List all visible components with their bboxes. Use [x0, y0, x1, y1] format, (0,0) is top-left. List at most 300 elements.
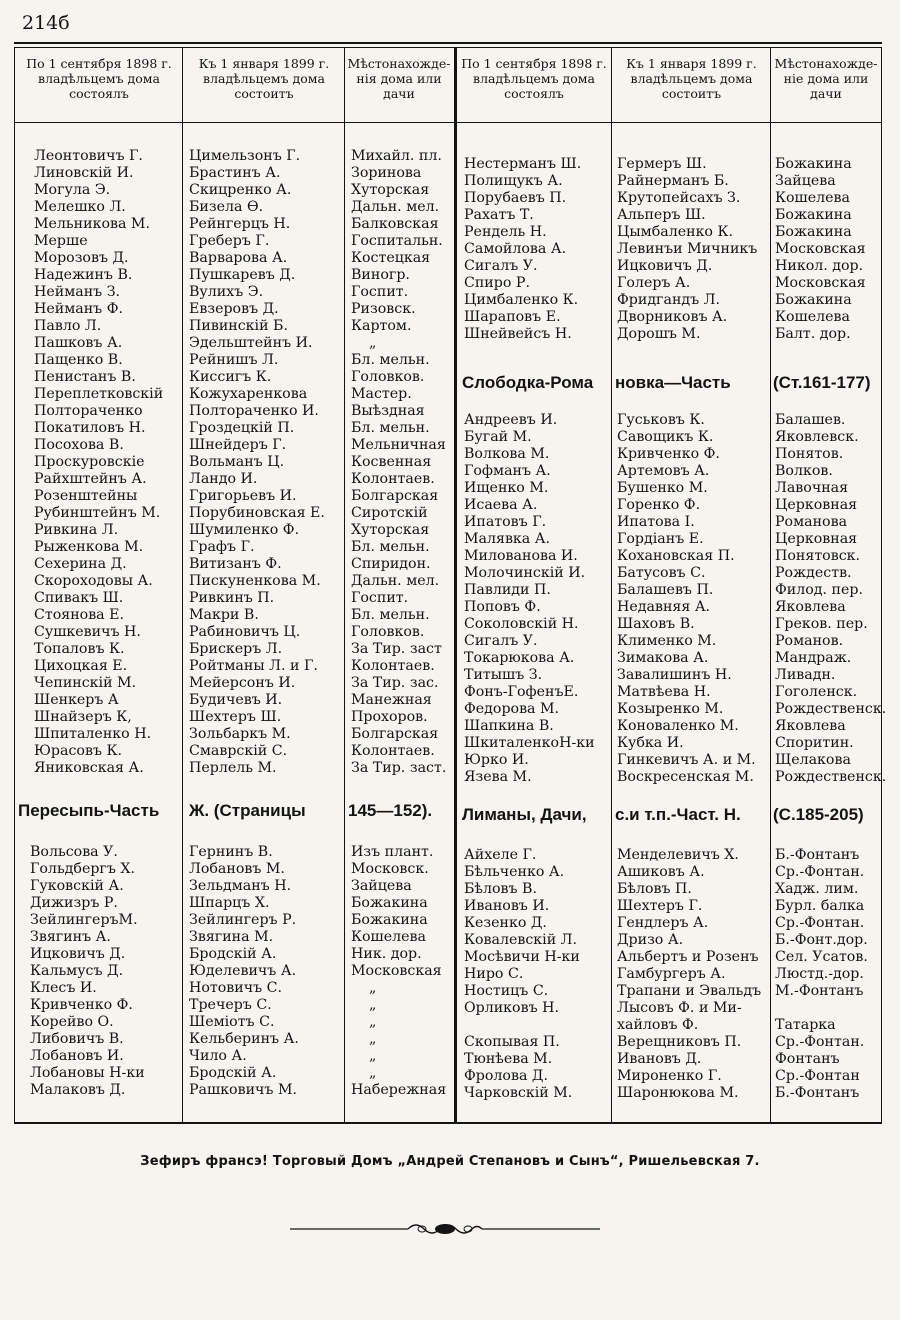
cell-owner-1899: Скицренко А. — [189, 182, 292, 198]
cell-owner-1899: Шпарцъ Х. — [189, 895, 270, 911]
cell-owner-1898: Шпиталенко Н. — [34, 726, 152, 742]
cell-owner-1898: ЗейлингеръМ. — [30, 912, 138, 928]
cell-owner-1898: Милованова И. — [464, 548, 578, 564]
cell-owner-1898: Тюнѣева М. — [464, 1051, 553, 1067]
cell-owner-1899: Артемовъ А. — [617, 463, 710, 479]
cell-owner-1899: Вольманъ Ц. — [189, 454, 285, 470]
cell-owner-1898: Нестерманъ Ш. — [464, 156, 582, 172]
cell-owner-1899: Кривченко Ф. — [617, 446, 720, 462]
cell-owner-1898: Скопывая П. — [464, 1034, 560, 1050]
cell-owner-1899: Бушенко М. — [617, 480, 708, 496]
table-top-rule — [14, 42, 882, 44]
cell-owner-1899: Бродскій А. — [189, 1065, 277, 1081]
cell-location: Московская — [351, 963, 442, 979]
section-heading: с.и т.п.-Част. Н. — [615, 805, 741, 824]
cell-owner-1898: Молочинскій И. — [464, 565, 586, 581]
cell-owner-1898: Кривченко Ф. — [30, 997, 133, 1013]
cell-location: Балт. дор. — [775, 326, 851, 342]
cell-location: Выѣздная — [351, 403, 425, 419]
ornament-divider — [290, 1218, 600, 1240]
cell-owner-1899: Шнейдеръ Г. — [189, 437, 287, 453]
cell-owner-1899: Эдельштейнъ И. — [189, 335, 313, 351]
cell-location: Московск. — [351, 861, 429, 877]
cell-location: Зайцева — [351, 878, 412, 894]
cell-owner-1898: Ниро С. — [464, 966, 524, 982]
cell-owner-1899: Шехтеръ Г. — [617, 898, 703, 914]
cell-owner-1898: Цимбаленко К. — [464, 292, 579, 308]
cell-owner-1898: Рендель Н. — [464, 224, 547, 240]
cell-location: Рождеств. — [775, 565, 852, 581]
cell-location: Божакина — [775, 224, 852, 240]
cell-owner-1899: Чило А. — [189, 1048, 247, 1064]
cell-location: Ник. дор. — [351, 946, 422, 962]
cell-owner-1899: Крутопейсахъ З. — [617, 190, 741, 206]
cell-location: Колонтаев. — [351, 658, 435, 674]
cell-owner-1899: Вулихъ Э. — [189, 284, 264, 300]
cell-owner-1899: Ипатова І. — [617, 514, 695, 530]
cell-owner-1898: Пашковъ А. — [34, 335, 123, 351]
column-rule — [611, 47, 612, 1124]
cell-location: Кошелева — [775, 190, 850, 206]
cell-owner-1899: Альбертъ и Розенъ — [617, 949, 759, 965]
cell-location: Гоголенск. — [775, 684, 858, 700]
cell-location: „ — [369, 980, 377, 996]
cell-owner-1899: Шехтеръ Ш. — [189, 709, 282, 725]
cell-location: Кошелева — [775, 309, 850, 325]
cell-location: Хуторская — [351, 182, 430, 198]
section-heading: (Ст.161-177) — [773, 373, 871, 392]
cell-location: Ср.-Фонтан. — [775, 915, 865, 931]
cell-owner-1898: Посохова В. — [34, 437, 124, 453]
cell-owner-1898: Лобановы Н-ки — [30, 1065, 145, 1081]
column-header-new-owner: Къ 1 января 1899 г. владѣльцемъ дома состоитъ — [626, 56, 757, 101]
cell-location: Колонтаев. — [351, 471, 435, 487]
cell-location: Яковлева — [775, 599, 846, 615]
cell-owner-1898: Шараповъ Е. — [464, 309, 561, 325]
cell-owner-1899: Гернинъ В. — [189, 844, 273, 860]
cell-location: Балковская — [351, 216, 439, 232]
cell-owner-1899: Кубка И. — [617, 735, 684, 751]
cell-location: Спиридон. — [351, 556, 431, 572]
cell-owner-1898: Соколовскій Н. — [464, 616, 579, 632]
cell-location: Виногр. — [351, 267, 410, 283]
cell-location: Бл. мельн. — [351, 352, 430, 368]
cell-owner-1898: Ивановъ И. — [464, 898, 550, 914]
cell-location: Люстд.-дор. — [775, 966, 864, 982]
cell-owner-1898: Чарковскій М. — [464, 1085, 573, 1101]
cell-location: Греков. пер. — [775, 616, 868, 632]
cell-owner-1898: Вольсова У. — [30, 844, 118, 860]
cell-location: „ — [369, 1048, 377, 1064]
cell-owner-1899: Пискуненкова М. — [189, 573, 321, 589]
column-rule — [454, 47, 457, 1124]
cell-owner-1899: Голеръ А. — [617, 275, 691, 291]
cell-owner-1898: Проскуровскіе — [34, 454, 145, 470]
cell-owner-1899: Цымбаленко К. — [617, 224, 733, 240]
cell-owner-1898: Могула Э. — [34, 182, 111, 198]
cell-owner-1899: Кельберинъ А. — [189, 1031, 299, 1047]
cell-owner-1899: Ицковичъ Д. — [617, 258, 713, 274]
cell-owner-1898: Ищенко М. — [464, 480, 549, 496]
cell-owner-1899: Пивинскій Б. — [189, 318, 288, 334]
cell-location: Прохоров. — [351, 709, 428, 725]
cell-owner-1899: Полтораченко И. — [189, 403, 319, 419]
cell-owner-1899: Перлель М. — [189, 760, 277, 776]
cell-owner-1898: Язева М. — [464, 769, 532, 785]
cell-owner-1898: Ностицъ С. — [464, 983, 549, 999]
cell-location: „ — [369, 997, 377, 1013]
directory-table — [14, 42, 887, 1124]
header-bottom-rule — [14, 122, 882, 123]
cell-location: Госпит. — [351, 590, 409, 606]
cell-location: Божакина — [775, 292, 852, 308]
cell-owner-1899: Зейлингеръ Р. — [189, 912, 297, 928]
cell-owner-1898: Клесъ И. — [30, 980, 97, 996]
column-rule — [770, 47, 771, 1124]
cell-owner-1899: Григорьевъ И. — [189, 488, 297, 504]
cell-owner-1899: Зольбаркъ М. — [189, 726, 291, 742]
cell-location: За Тир. зас. — [351, 675, 439, 691]
cell-owner-1899: Графъ Г. — [189, 539, 255, 555]
cell-owner-1899: Мироненко Г. — [617, 1068, 722, 1084]
cell-location: Б.-Фонт.дор. — [775, 932, 868, 948]
cell-owner-1899: Зимакова А. — [617, 650, 709, 666]
cell-location: Волков. — [775, 463, 833, 479]
cell-owner-1899: Альперъ Ш. — [617, 207, 706, 223]
cell-location: Ризовск. — [351, 301, 416, 317]
cell-location: Набережная — [351, 1082, 447, 1098]
cell-location: За Тир. заст — [351, 641, 442, 657]
cell-owner-1898: Фонъ-ГофенъЕ. — [464, 684, 579, 700]
cell-owner-1898: Юрко И. — [464, 752, 529, 768]
cell-location: Сиротскій — [351, 505, 428, 521]
cell-owner-1899: Мейерсонъ И. — [189, 675, 296, 691]
cell-owner-1899: Смаврскій С. — [189, 743, 288, 759]
cell-location: Головков. — [351, 624, 425, 640]
cell-owner-1898: Цихоцкая Е. — [34, 658, 128, 674]
cell-owner-1898: Бѣловъ В. — [464, 881, 537, 897]
cell-owner-1898: Спивакъ Ш. — [34, 590, 124, 606]
cell-owner-1898: Малявка А. — [464, 531, 551, 547]
cell-owner-1898: Розенштейны — [34, 488, 138, 504]
cell-location: Никол. дор. — [775, 258, 864, 274]
cell-location: Божакина — [775, 156, 852, 172]
cell-owner-1898: Ривкина Л. — [34, 522, 119, 538]
cell-owner-1898: Чепинскій М. — [34, 675, 137, 691]
cell-location: Болгарская — [351, 726, 439, 742]
cell-owner-1899: Брискеръ Л. — [189, 641, 283, 657]
cell-owner-1898: ШкиталенкоН-ки — [464, 735, 595, 751]
cell-owner-1898: Поповъ Ф. — [464, 599, 541, 615]
cell-location: Романова — [775, 514, 848, 530]
cell-location: Ср.-Фонтан. — [775, 1034, 865, 1050]
cell-owner-1899: Гроздецкій П. — [189, 420, 295, 436]
cell-owner-1899: Кожухаренкова — [189, 386, 308, 402]
cell-owner-1899: Ландо И. — [189, 471, 258, 487]
cell-location: Рождественск. — [775, 701, 887, 717]
cell-location: Б.-Фонтанъ — [775, 1085, 860, 1101]
cell-owner-1899: Юделевичъ А. — [189, 963, 297, 979]
cell-location: Романов. — [775, 633, 844, 649]
cell-location: Колонтаев. — [351, 743, 435, 759]
cell-location: За Тир. заст. — [351, 760, 447, 776]
cell-owner-1899: Ивановъ Д. — [617, 1051, 702, 1067]
cell-owner-1898: Ковалевскій Л. — [464, 932, 578, 948]
cell-location: Манежная — [351, 692, 432, 708]
cell-location: Госпитальн. — [351, 233, 443, 249]
cell-owner-1899: Ройтманы Л. и Г. — [189, 658, 318, 674]
cell-location: Дальн. мел. — [351, 199, 440, 215]
cell-owner-1898: Федорова М. — [464, 701, 560, 717]
cell-owner-1898: Мосѣвичи Н-ки — [464, 949, 580, 965]
cell-owner-1899: Греберъ Г. — [189, 233, 270, 249]
cell-location: Б.-Фонтанъ — [775, 847, 860, 863]
cell-owner-1898: Малаковъ Д. — [30, 1082, 126, 1098]
cell-owner-1898: Линовскій И. — [34, 165, 134, 181]
cell-owner-1898: Самойлова А. — [464, 241, 567, 257]
cell-location: Хуторская — [351, 522, 430, 538]
cell-location: Яковлева — [775, 718, 846, 734]
cell-owner-1899: Варварова А. — [189, 250, 288, 266]
cell-owner-1898: Мерше — [34, 233, 88, 249]
cell-location: Бл. мельн. — [351, 539, 430, 555]
cell-owner-1899: Шумиленко Ф. — [189, 522, 300, 538]
cell-owner-1898: Шнейвейсъ Н. — [464, 326, 572, 342]
cell-location: Ср.-Фонтан. — [775, 864, 865, 880]
cell-location: Церковная — [775, 531, 858, 547]
cell-owner-1898: Гуковскій А. — [30, 878, 124, 894]
section-heading: Слободка-Рома — [462, 373, 594, 392]
cell-owner-1898: Ицковичъ Д. — [30, 946, 126, 962]
cell-owner-1899: Шеміотъ С. — [189, 1014, 275, 1030]
cell-owner-1899: Будичевъ И. — [189, 692, 283, 708]
cell-owner-1899: Шаронюкова М. — [617, 1085, 739, 1101]
cell-owner-1899: Бизела Ѳ. — [189, 199, 264, 215]
cell-owner-1899: Пушкаревъ Д. — [189, 267, 296, 283]
cell-owner-1899: Лысовъ Ф. и Ми- — [617, 1000, 742, 1016]
cell-owner-1898: Гольдбергъ Х. — [30, 861, 136, 877]
column-rule — [881, 47, 882, 1124]
cell-owner-1899: Макри В. — [189, 607, 259, 623]
cell-location: Церковная — [775, 497, 858, 513]
cell-owner-1899: Цимельзонъ Г. — [189, 148, 301, 164]
cell-location: Зайцева — [775, 173, 836, 189]
cell-owner-1899: Ашиковъ А. — [617, 864, 705, 880]
cell-owner-1898: Бугай М. — [464, 429, 532, 445]
cell-owner-1899: Брастинъ А. — [189, 165, 281, 181]
cell-owner-1899: Гендлеръ А. — [617, 915, 709, 931]
cell-owner-1898: Кезенко Д. — [464, 915, 547, 931]
cell-location: „ — [369, 1031, 377, 1047]
cell-location: Картом. — [351, 318, 412, 334]
cell-location: „ — [369, 1065, 377, 1081]
column-header-location: Мѣстонахожде-нія дома или дачи — [347, 56, 451, 101]
cell-location: Сел. Усатов. — [775, 949, 868, 965]
cell-owner-1899: Бѣловъ П. — [617, 881, 692, 897]
cell-owner-1899: Балашевъ П. — [617, 582, 714, 598]
cell-owner-1898: Морозовъ Д. — [34, 250, 129, 266]
page-number: 214б — [22, 12, 70, 34]
cell-owner-1898: Исаева А. — [464, 497, 538, 513]
cell-location: Мандраж. — [775, 650, 852, 666]
cell-location: Балашев. — [775, 412, 846, 428]
cell-owner-1899: Дризо А. — [617, 932, 684, 948]
cell-owner-1899: Киссигъ К. — [189, 369, 272, 385]
table-top-rule-thin — [14, 47, 882, 48]
cell-owner-1899: Батусовъ С. — [617, 565, 706, 581]
cell-location: Мельничная — [351, 437, 446, 453]
cell-owner-1899: Лобановъ М. — [189, 861, 285, 877]
cell-owner-1898: Сигалъ У. — [464, 258, 538, 274]
cell-location: Кошелева — [351, 929, 426, 945]
cell-owner-1898: Корейво О. — [30, 1014, 114, 1030]
cell-location: Зоринова — [351, 165, 422, 181]
cell-owner-1898: Павлиди П. — [464, 582, 551, 598]
cell-location: „ — [369, 335, 377, 351]
table-bottom-rule — [14, 1122, 882, 1124]
cell-owner-1899: Фридгандъ Л. — [617, 292, 721, 308]
cell-owner-1898: Лобановъ И. — [30, 1048, 124, 1064]
cell-location: Ср.-Фонтан — [775, 1068, 860, 1084]
cell-owner-1899: Дорошъ М. — [617, 326, 701, 342]
cell-owner-1898: Пащенко В. — [34, 352, 123, 368]
cell-location: Фонтанъ — [775, 1051, 840, 1067]
cell-owner-1899: Верещниковъ П. — [617, 1034, 742, 1050]
cell-location: Лавочная — [775, 480, 849, 496]
cell-location: Божакина — [775, 207, 852, 223]
cell-owner-1898: Скороходовы А. — [34, 573, 153, 589]
cell-location: Московская — [775, 241, 866, 257]
cell-owner-1898: Нейманъ Ф. — [34, 301, 123, 317]
cell-owner-1899: Витизанъ Ф. — [189, 556, 282, 572]
cell-owner-1899: Евзеровъ Д. — [189, 301, 279, 317]
cell-location: Госпит. — [351, 284, 409, 300]
cell-owner-1899: Шаховъ В. — [617, 616, 695, 632]
cell-owner-1899: Завалишинъ Н. — [617, 667, 732, 683]
cell-owner-1899: Гордіанъ Е. — [617, 531, 704, 547]
cell-owner-1898: Титышъ З. — [464, 667, 543, 683]
cell-location: „ — [369, 1014, 377, 1030]
cell-owner-1898: Бѣльченко А. — [464, 864, 565, 880]
cell-owner-1899: Гинкевичъ А. и М. — [617, 752, 756, 768]
cell-location: Московская — [775, 275, 866, 291]
cell-owner-1898: Орликовъ Н. — [464, 1000, 559, 1016]
cell-location: Рождественск. — [775, 769, 887, 785]
cell-owner-1898: Ипатовъ Г. — [464, 514, 547, 530]
cell-owner-1899: Матвѣева Н. — [617, 684, 711, 700]
cell-owner-1898: Сигалъ У. — [464, 633, 538, 649]
cell-owner-1898: Шнайзеръ К, — [34, 709, 132, 725]
cell-owner-1898: Сехерина Д. — [34, 556, 127, 572]
cell-location: Михайл. пл. — [351, 148, 442, 164]
cell-location: Понятов. — [775, 446, 844, 462]
cell-location: Бл. мельн. — [351, 420, 430, 436]
cell-owner-1899: Воскресенская М. — [617, 769, 754, 785]
cell-owner-1898: Гофманъ А. — [464, 463, 551, 479]
cell-owner-1899: Клименко М. — [617, 633, 717, 649]
cell-owner-1898: Либовичъ В. — [30, 1031, 124, 1047]
cell-owner-1898: Павло Л. — [34, 318, 102, 334]
cell-location: Косвенная — [351, 454, 432, 470]
cell-owner-1898: Волкова М. — [464, 446, 550, 462]
cell-owner-1899: Звягина М. — [189, 929, 274, 945]
section-heading: Ж. (Страницы — [189, 801, 306, 820]
cell-location: Костецкая — [351, 250, 431, 266]
cell-owner-1898: Рубинштейнъ М. — [34, 505, 161, 521]
cell-owner-1899: Гамбургеръ А. — [617, 966, 726, 982]
cell-owner-1899: Менделевичъ Х. — [617, 847, 739, 863]
cell-location: Бл. мельн. — [351, 607, 430, 623]
cell-owner-1898: Райхштейнъ А. — [34, 471, 147, 487]
cell-owner-1899: Козыренко М. — [617, 701, 724, 717]
cell-owner-1899: Рейнгерцъ Н. — [189, 216, 291, 232]
section-heading: 145—152). — [348, 801, 433, 820]
cell-owner-1898: Топаловъ К. — [34, 641, 125, 657]
cell-location: Головков. — [351, 369, 425, 385]
cell-location: Щелакова — [775, 752, 851, 768]
column-header-new-owner: Къ 1 января 1899 г. владѣльцемъ дома состоитъ — [198, 56, 330, 101]
column-header-prev-owner: По 1 сентября 1898 г. владѣльцемъ дома состоялъ — [26, 56, 172, 101]
column-rule — [182, 47, 183, 1124]
cell-owner-1899: Левинъи Мичникъ — [617, 241, 758, 257]
cell-owner-1899: Рабиновичъ Ц. — [189, 624, 301, 640]
cell-owner-1898: Надежинъ В. — [34, 267, 133, 283]
cell-owner-1899: Савощикъ К. — [617, 429, 714, 445]
cell-owner-1899: хайловъ Ф. — [617, 1017, 699, 1033]
cell-location: Божакина — [351, 895, 428, 911]
cell-location: Татарка — [775, 1017, 836, 1033]
footer-advertisement: Зефиръ франсэ! Торговый Домъ „Андрей Степановъ и Сынъ“, Ришельевская 7. — [140, 1154, 760, 1169]
cell-owner-1898: Рыженкова М. — [34, 539, 144, 555]
cell-location: Хадж. лим. — [775, 881, 859, 897]
cell-owner-1898: Фролова Д. — [464, 1068, 548, 1084]
cell-owner-1899: Коноваленко М. — [617, 718, 739, 734]
cell-owner-1898: Мельникова М. — [34, 216, 150, 232]
cell-owner-1898: Мелешко Л. — [34, 199, 126, 215]
cell-location: Дальн. мел. — [351, 573, 440, 589]
cell-owner-1899: Рашковичъ М. — [189, 1082, 297, 1098]
cell-owner-1899: Нотовичъ С. — [189, 980, 283, 996]
cell-owner-1898: Дижизръ Р. — [30, 895, 118, 911]
cell-owner-1899: Недавняя А. — [617, 599, 711, 615]
cell-owner-1899: Дворниковъ А. — [617, 309, 728, 325]
cell-location: Споритин. — [775, 735, 854, 751]
cell-location: Мастер. — [351, 386, 412, 402]
section-heading: Лиманы, Дачи, — [462, 805, 587, 824]
cell-owner-1898: Кальмусъ Д. — [30, 963, 124, 979]
section-heading: новка—Часть — [615, 373, 731, 392]
cell-owner-1898: Нейманъ З. — [34, 284, 121, 300]
section-heading: (С.185-205) — [773, 805, 864, 824]
cell-owner-1899: Ривкинъ П. — [189, 590, 275, 606]
cell-location: Ливадн. — [775, 667, 836, 683]
section-heading: Пересыпь-Часть — [18, 801, 160, 820]
cell-owner-1898: Порубаевъ П. — [464, 190, 567, 206]
cell-owner-1898: Покатиловъ Н. — [34, 420, 146, 436]
cell-owner-1899: Зельдманъ Н. — [189, 878, 292, 894]
cell-location: Понятовск. — [775, 548, 861, 564]
cell-location: Филод. пер. — [775, 582, 863, 598]
cell-location: Изъ плант. — [351, 844, 434, 860]
cell-location: М.-Фонтанъ — [775, 983, 864, 999]
cell-owner-1899: Трапани и Эвальдъ — [617, 983, 762, 999]
cell-owner-1898: Юрасовъ К. — [34, 743, 122, 759]
cell-owner-1898: Спиро Р. — [464, 275, 530, 291]
cell-owner-1898: Полищукъ А. — [464, 173, 563, 189]
cell-owner-1898: Звягинъ А. — [30, 929, 111, 945]
cell-owner-1898: Стоянова Е. — [34, 607, 125, 623]
cell-owner-1898: Токарюкова А. — [464, 650, 575, 666]
